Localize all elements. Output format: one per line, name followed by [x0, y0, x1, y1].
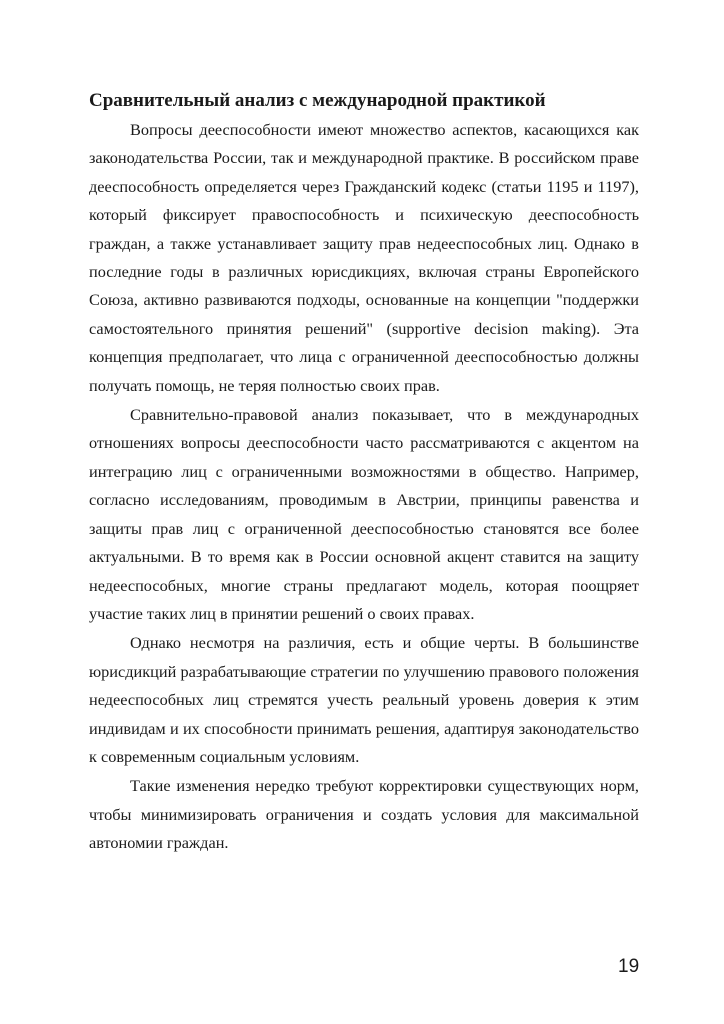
paragraph-2: Сравнительно-правовой анализ показывает, что в международных отношениях вопросы дееспособности часто рассматриваются с акцентом на интеграцию лиц с ограниченными возможностями в общество. Например, согласно исследованиям, проводимым в Австрии, принципы равенства и защиты прав лиц с ограниченной дееспособностью становятся все более актуальными. В то время как в России основной акцент ставится на защиту недееспособных, многие страны предлагают модель, которая поощряет участие таких лиц в принятии решений о своих правах.: [89, 405, 639, 623]
paragraph-1: Вопросы дееспособности имеют множество аспектов, касающихся как законодательства России, так и международной практике. В российском праве дееспособность определяется через Гражданский кодекс (статьи 1195 и 1197), который фиксирует правоспособность и психическую дееспособность граждан, а также устанавливает защиту прав недееспособных лиц. Однако в последние годы в различных юрисдикциях, включая страны Европейского Союза, активно развиваются подходы, основанные на концепции "поддержки самостоятельного принятия решений" (supportive decision making). Эта концепция предполагает, что лица с ограниченной дееспособностью должны получать помощь, не теряя полностью своих прав.: [89, 120, 639, 395]
section-heading: Сравнительный анализ с международной практикой: [89, 90, 546, 111]
page-content: [89, 88, 639, 859]
paragraph-4: Такие изменения нередко требуют корректировки существующих норм, чтобы минимизировать ограничения и создать условия для максимальной автономии граждан.: [89, 776, 639, 853]
page-number: 19: [618, 956, 640, 977]
paragraph-3: Однако несмотря на различия, есть и общие черты. В большинстве юрисдикций разрабатывающие стратегии по улучшению правового положения недееспособных лиц стремятся учесть реальный уровень доверия к этим индивидам и их способности принимать решения, адаптируя законодательство к современным социальным условиям.: [89, 633, 639, 766]
